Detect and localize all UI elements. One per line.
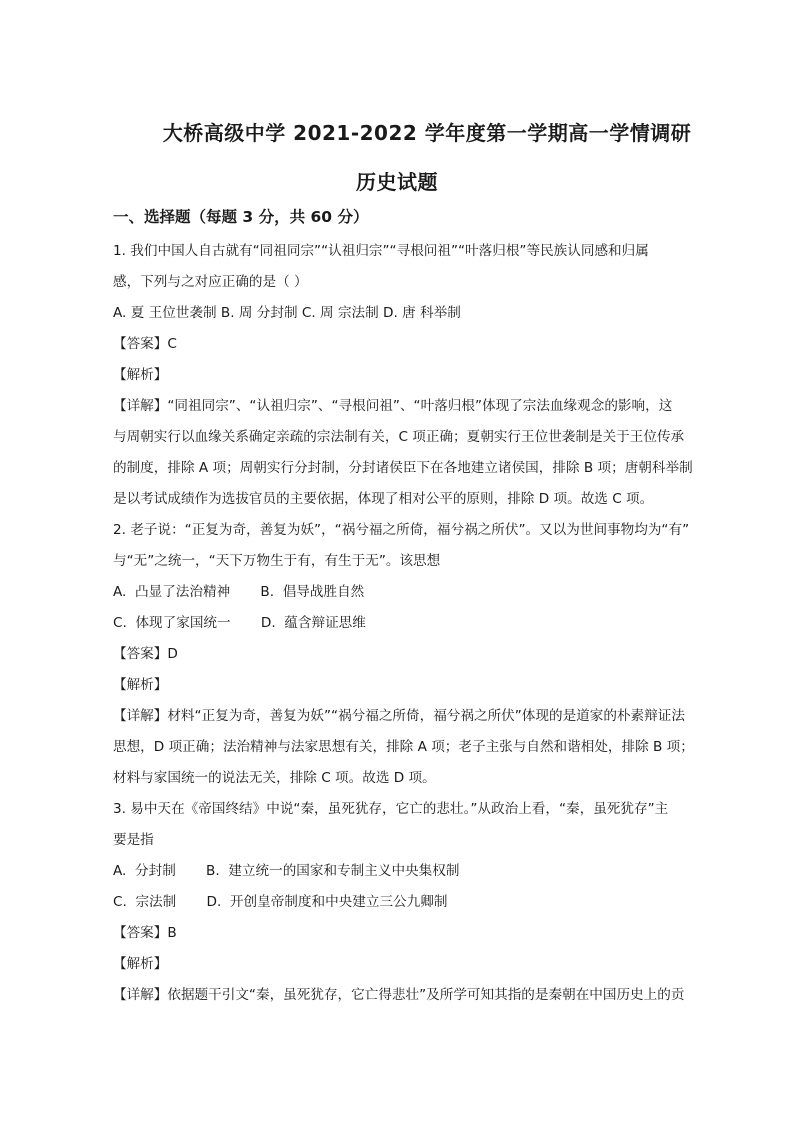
text-line: 要是指 [113,832,154,848]
text-line: 1. 我们中国人自古就有“同祖同宗”“认祖归宗”“寻根问祖”“叶落归根”等民族认同感和归属 [113,243,649,259]
answer-options: C. 体现了家国统一 D. 蕴含辩证思维 [113,615,366,631]
answer-options: A. 夏 王位世袭制 B. 周 分封制 C. 周 宗法制 D. 唐 科举制 [113,305,461,321]
text-line: 【详解】材料“正复为奇，善复为妖”“祸兮福之所倚，福兮祸之所伏”体现的是道家的朴素辩证法 [113,708,685,724]
section-heading: 一、选择题（每题 3 分，共 60 分） [113,208,369,226]
text-line: 材料与家国统一的说法无关，排除 C 项。故选 D 项。 [113,770,436,786]
answer-label: 【答案】D [113,646,178,662]
answer-options: A. 分封制 B. 建立统一的国家和专制主义中央集权制 [113,863,460,879]
answer-options: C. 宗法制 D. 开创皇帝制度和中央建立三公九卿制 [113,894,448,910]
text-line: 思想，D 项正确；法治精神与法家思想有关，排除 A 项；老子主张与自然和谐相处，排除 B 项； [113,739,694,755]
text-line: 【详解】“同祖同宗”、“认祖归宗”、“寻根问祖”、“叶落归根”体现了宗法血缘观念的影响，这 [113,398,673,414]
text-line: 【详解】依据题干引文“秦，虽死犹存，它亡得悲壮”及所学可知其指的是秦朝在中国历史上的贡 [113,987,685,1003]
text-line: 感，下列与之对应正确的是（ ） [113,274,308,290]
text-line: 与周朝实行以血缘关系确定亲疏的宗法制有关，C 项正确；夏朝实行王位世袭制是关于王位传承 [113,429,685,445]
analysis-label: 【解析】 [113,956,168,972]
text-line: 与“无”之统一，“天下万物生于有，有生于无”。该思想 [113,553,441,569]
analysis-label: 【解析】 [113,367,168,383]
text-line: 2. 老子说：“正复为奇，善复为妖”，“祸兮福之所倚，福兮祸之所伏”。又以为世间事物均为“有” [113,522,690,538]
answer-options: A. 凸显了法治精神 B. 倡导战胜自然 [113,584,365,600]
document-subtitle: 历史试题 [356,170,438,194]
text-line: 3. 易中天在《帝国终结》中说“秦，虽死犹存，它亡的悲壮。”从政治上看，“秦，虽死犹存”主 [113,801,669,817]
answer-label: 【答案】C [113,336,177,352]
text-line: 是以考试成绩作为选拔官员的主要依据，体现了相对公平的原则，排除 D 项。故选 C 项。 [113,491,654,507]
analysis-label: 【解析】 [113,677,168,693]
document-body [113,236,698,1011]
answer-label: 【答案】B [113,925,177,941]
text-line: 的制度，排除 A 项；周朝实行分封制，分封诸侯臣下在各地建立诸侯国，排除 B 项；唐朝科举制 [113,460,693,476]
document-title: 大桥高级中学 2021-2022 学年度第一学期高一学情调研 [162,121,692,145]
